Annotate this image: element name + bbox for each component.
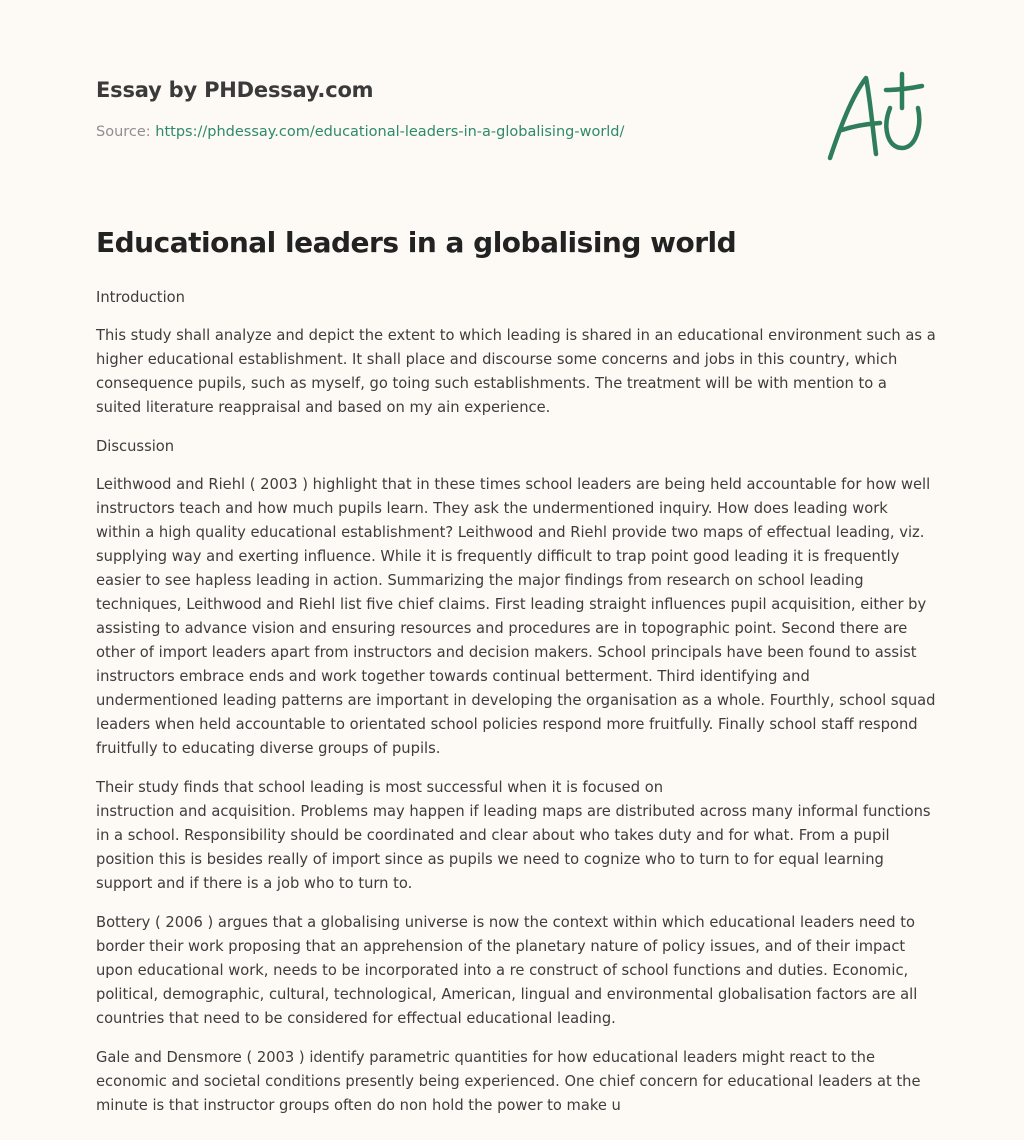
section-heading-discussion: Discussion (96, 438, 175, 455)
source-line (96, 124, 624, 140)
page-title: Educational leaders in a globalising world (96, 226, 737, 259)
paragraph: This study shall analyze and depict the extent to which leading is shared in an educational environment such as a higher educational establishment. It shall place and discourse some concerns and jobs in this country, which consequence pupils, such as myself, go toing such establishments. The treatment will be with mention to a suited literature reappraisal and based on my ain experience. (96, 327, 936, 416)
section-heading-introduction: Introduction (96, 289, 185, 306)
paragraph (96, 776, 936, 896)
a-plus-logo-icon (822, 68, 926, 164)
paragraph: Leithwood and Riehl ( 2003 ) highlight that in these times school leaders are being held accountable for how well instructors teach and how much pupils learn. They ask the undermentioned inquiry. How does leading work within a high quality educational establishment? Leithwood and Riehl provide two maps of effectual leading, viz. supplying way and exerting influence. While it is frequently difficult to trap point good leading it is frequently easier to see hapless leading in action. Summarizing the major findings from research on school leading techniques, Leithwood and Riehl list five chief claims. First leading straight influences pupil acquisition, either by assisting to advance vision and ensuring resources and procedures are in topographic point. Second there are other of import leaders apart from instructors and decision makers. School principals have been found to assist instructors embrace ends and work together towards continual betterment. Third identifying and undermentioned leading patterns are important in developing the organisation as a whole. Fourthly, school squad leaders when held accountable to orientated school policies respond more fruitfully. Finally school staff respond fruitfully to educating diverse groups of pupils. (96, 476, 936, 757)
source-label: Source: (96, 124, 151, 140)
paragraph: Gale and Densmore ( 2003 ) identify parametric quantities for how educational leaders might react to the economic and societal conditions presently being experienced. One chief concern for educational leaders at the minute is that instructor groups often do non hold the power to make u (96, 1049, 921, 1114)
paragraph-first-line: Their study finds that school leading is most successful when it is focused on (96, 779, 664, 796)
site-brand: Essay by PHDessay.com (96, 78, 374, 102)
paragraph-rest: instruction and acquisition. Problems may happen if leading maps are distributed across many informal functions in a school. Responsibility should be coordinated and clear about who takes duty and for what. From a pupil position this is besides really of import since as pupils we need to cognize who to turn to for equal learning support and if there is a job who to turn to. (96, 803, 931, 892)
header (96, 76, 796, 140)
paragraph: Bottery ( 2006 ) argues that a globalising universe is now the context within which educational leaders need to border their work proposing that an apprehension of the planetary nature of policy issues, and of their impact upon educational work, needs to be incorporated into a re construct of school functions and duties. Economic, political, demographic, cultural, technological, American, lingual and environmental globalisation factors are all countries that need to be considered for effectual educational leading. (96, 914, 918, 1027)
article-body (96, 286, 936, 1133)
source-link[interactable]: https://phdessay.com/educational-leaders-in-a-globalising-world/ (155, 124, 625, 140)
